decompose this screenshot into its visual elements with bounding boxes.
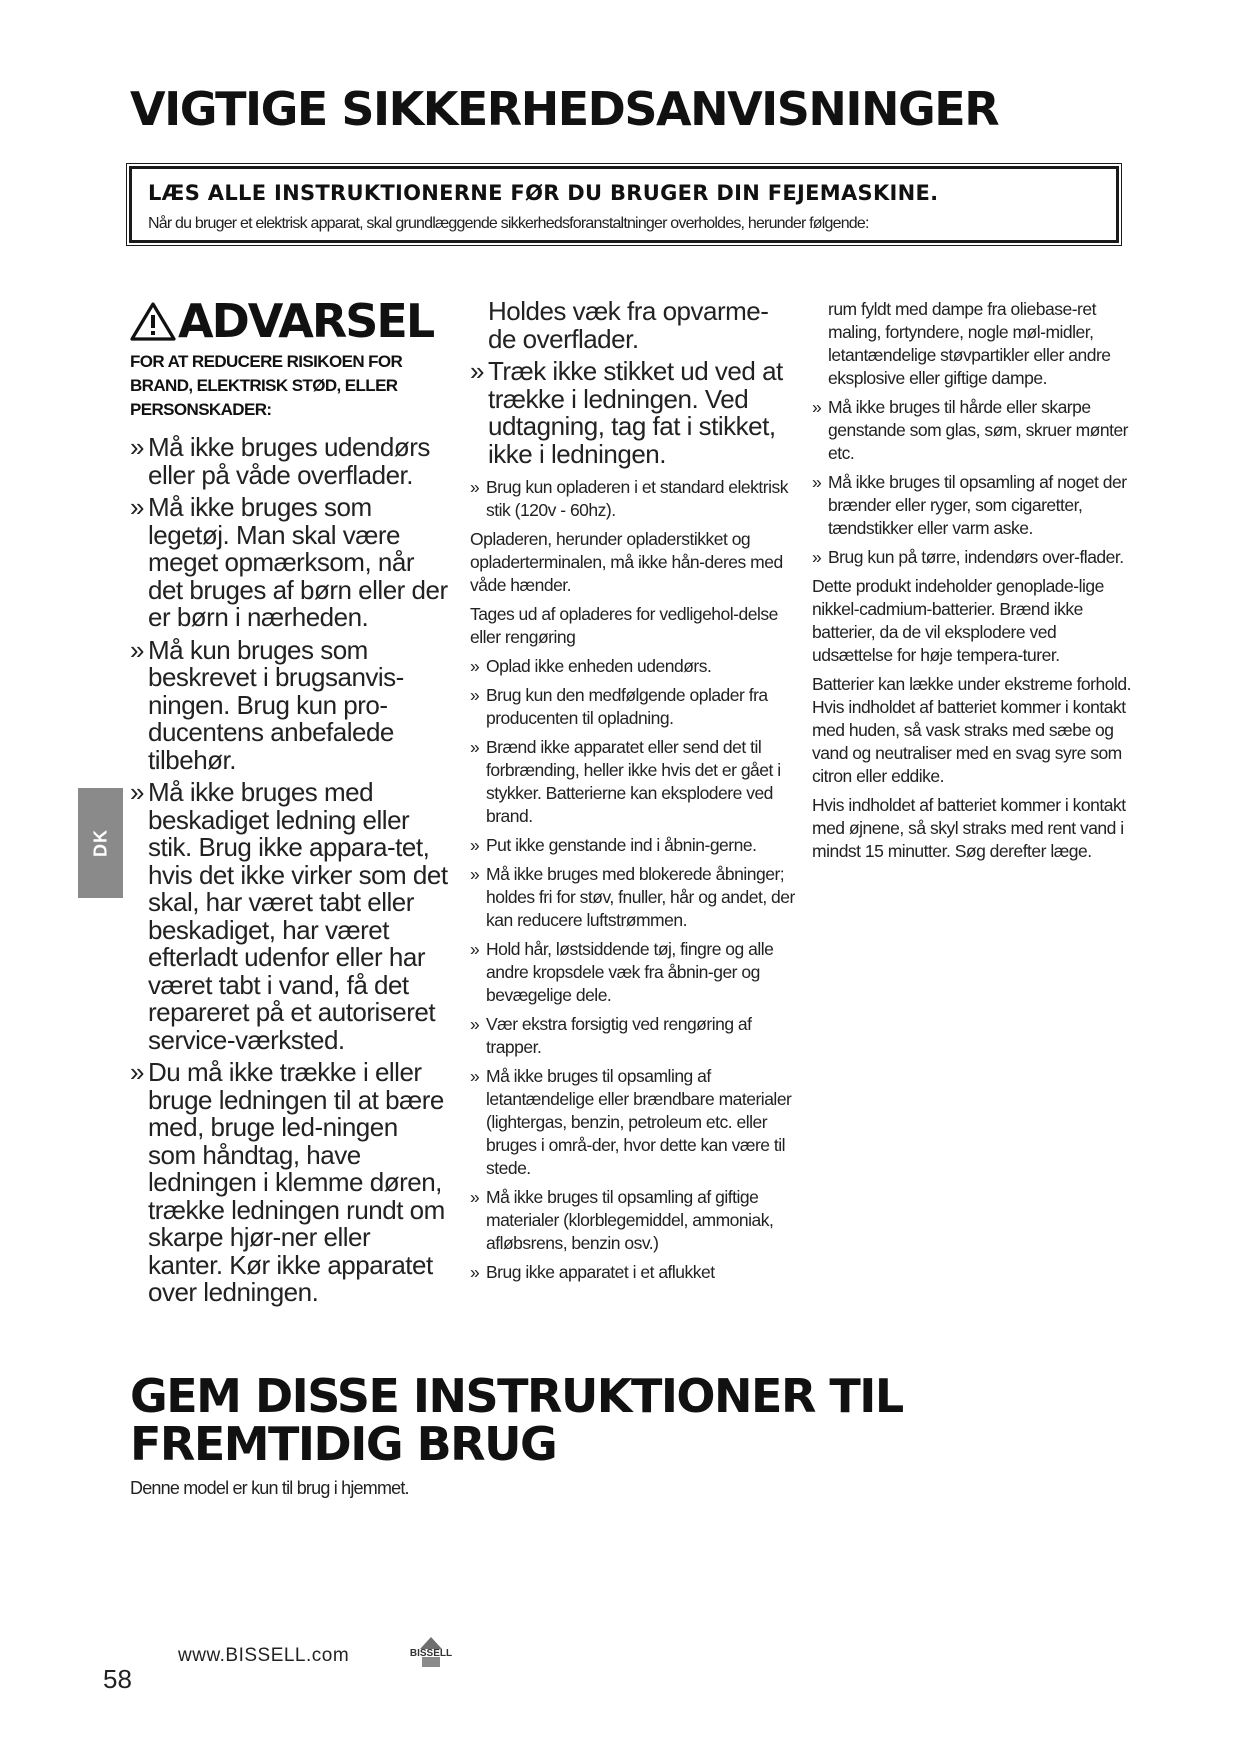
list-item: » Må ikke bruges til opsamling af giftige materialer (klorblegemiddel, ammoniak, afløbsrens, benzin osv.) (470, 1186, 795, 1255)
column-3 (812, 298, 1137, 869)
paragraph: Hvis indholdet af batteriet kommer i kontakt med øjnene, så skyl straks med rent vand i mindst 15 minutter. Søg derefter læge. (812, 795, 1126, 861)
paragraph: Opladeren, herunder opladerstikket og opladerterminalen, må ikke hån-deres med våde hænder. (470, 529, 783, 595)
paragraph: Dette produkt indeholder genoplade-lige nikkel-cadmium-batterier. Brænd ikke batterier, da de vil eksplodere ved udsættelse for høje tempera-turer. (812, 576, 1104, 665)
save-instructions-subtitle: Denne model er kun til brug i hjemmet. (130, 1478, 409, 1498)
language-tab-label: DK (90, 829, 110, 857)
list-item: » Må ikke bruges som legetøj. Man skal være meget opmærksom, når det bruges af børn eller der er børn i nærheden. (130, 494, 450, 632)
col2-big-list (470, 358, 795, 468)
list-item: » Træk ikke stikket ud ved at trække i ledningen. Ved udtagning, tag fat i stikket, ikke i ledningen. (470, 358, 795, 468)
website-link[interactable]: www.BISSELL.com (178, 1645, 350, 1666)
warning-title: ADVARSEL (178, 294, 434, 348)
list-item: » Brænd ikke apparatet eller send det til forbrænding, heller ikke hvis det er gået i stykker. Batterierne kan eksplodere ved brand. (470, 736, 795, 828)
read-instructions-box (129, 166, 1119, 243)
list-item: » Brug kun på tørre, indendørs over-flader. (812, 546, 1137, 569)
list-item: » Du må ikke trække i eller bruge ledningen til at bære med, bruge led-ningen som håndtag, have ledningen i klemme døren, trække ledningen rundt om skarpe hjør-ner eller kanter. Kør ikke apparatet over ledningen. (130, 1059, 450, 1307)
list-item: » Må ikke bruges til opsamling af letantændelige eller brændbare materialer (lightergas, benzin, petroleum etc. eller bruges i områ-der, hvor dette kan være til stede. (470, 1065, 795, 1180)
logo-text: BISSELL (409, 1648, 453, 1659)
continued-text: Holdes væk fra opvarme-de overflader. (488, 296, 769, 354)
page-title: VIGTIGE SIKKERHEDSANVISNINGER (130, 82, 999, 136)
language-tab (78, 788, 123, 898)
list-item: » Brug ikke apparatet i et aflukket (470, 1261, 795, 1284)
list-item: » Må ikke bruges til hårde eller skarpe genstande som glas, søm, skruer mønter etc. (812, 396, 1137, 465)
read-instructions-subtext: Når du bruger et elektrisk apparat, skal grundlæggende sikkerhedsforanstaltninger overholdes, herunder følgende: (148, 215, 869, 232)
col1-list (130, 434, 450, 1307)
list-item: » Brug kun opladeren i et standard elektrisk stik (120v - 60hz). (470, 476, 795, 522)
warning-triangle-icon (130, 301, 176, 341)
warning-subtitle: FOR AT REDUCERE RISIKOEN FOR BRAND, ELEKTRISK STØD, ELLER PERSONSKADER: (130, 352, 403, 419)
list-item: » Hold hår, løstsiddende tøj, fingre og alle andre kropsdele væk fra åbnin-ger og bevægelige dele. (470, 938, 795, 1007)
list-item: » Må ikke bruges med blokerede åbninger; holdes fri for støv, fnuller, hår og andet, der kan reducere luftstrømmen. (470, 863, 795, 932)
col2-list (470, 655, 795, 1284)
list-item: » Oplad ikke enheden udendørs. (470, 655, 795, 678)
list-item: » Put ikke genstande ind i åbnin-gerne. (470, 834, 795, 857)
list-item: » Brug kun den medfølgende oplader fra producenten til opladning. (470, 684, 795, 730)
col3-list (812, 396, 1137, 569)
bissell-logo-icon (402, 1635, 460, 1669)
warning-heading (130, 296, 450, 346)
list-item: » Må kun bruges som beskrevet i brugsanvis-ningen. Brug kun pro-ducentens anbefalede tilbehør. (130, 637, 450, 775)
list-item: » Må ikke bruges til opsamling af noget der brænder eller ryger, som cigaretter, tændstikker eller varm aske. (812, 471, 1137, 540)
col2-charger-list (470, 476, 795, 522)
page-number: 58 (103, 1664, 132, 1694)
list-item: » Må ikke bruges udendørs eller på våde overflader. (130, 434, 450, 489)
list-item: » Vær ekstra forsigtig ved rengøring af trapper. (470, 1013, 795, 1059)
paragraph: Tages ud af opladeres for vedligehol-delse eller rengøring (470, 604, 778, 647)
read-instructions-heading: LÆS ALLE INSTRUKTIONERNE FØR DU BRUGER DIN FEJEMASKINE. (148, 181, 939, 205)
column-1 (130, 296, 450, 1312)
continued-text: rum fyldt med dampe fra oliebase-ret maling, fortyndere, nogle møl-midler, letantændelige støvpartikler eller andre eksplosive eller giftige dampe. (828, 299, 1111, 388)
column-2 (470, 298, 795, 1290)
save-instructions-title: GEM DISSE INSTRUKTIONER TIL FREMTIDIG BRUG (130, 1369, 903, 1471)
paragraph: Batterier kan lække under ekstreme forhold. Hvis indholdet af batteriet kommer i kontakt med huden, så vask straks med sæbe og vand og neutraliser med en svag syre som citron eller eddike. (812, 674, 1131, 786)
list-item: » Må ikke bruges med beskadiget ledning eller stik. Brug ikke appara-tet, hvis det ikke virker som det skal, har været tabt eller beskadiget, har været efterladt udenfor eller har været tabt i vand, få det repareret på et autoriseret service-værksted. (130, 779, 450, 1054)
